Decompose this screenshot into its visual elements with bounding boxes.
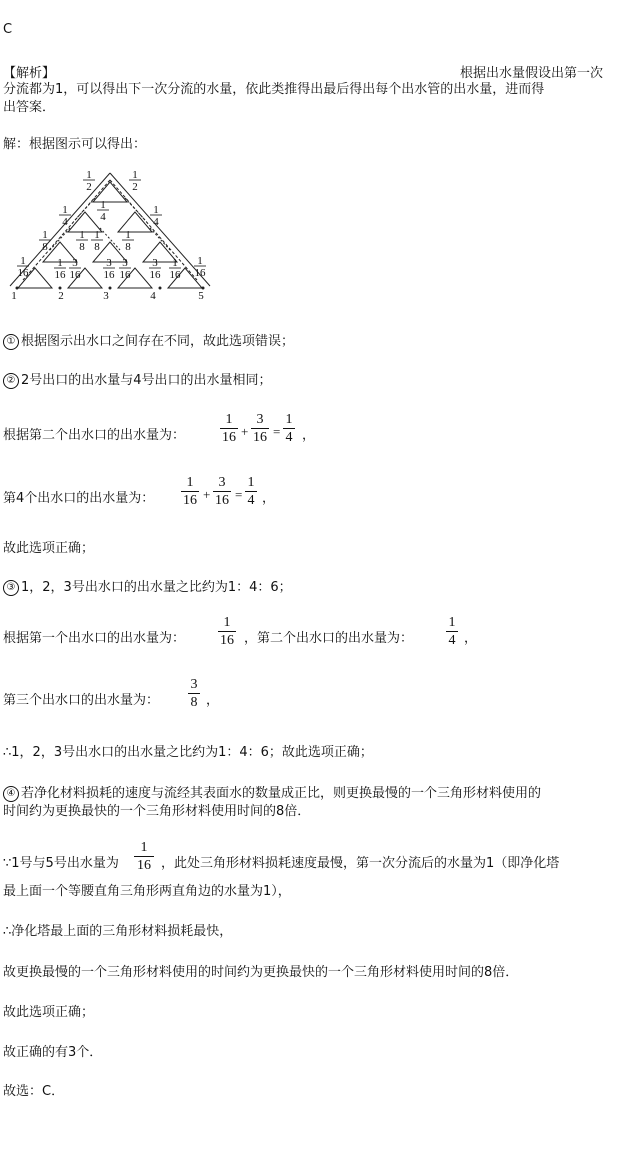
outlet-label-1: 1 [11,290,17,302]
item-1-mark: ① [3,334,19,350]
diagram-fraction-denominator: 16 [103,269,115,281]
outlet-dot [109,287,112,290]
item-4-mark: ④ [3,786,19,802]
diagram-fraction-denominator: 8 [125,241,131,253]
diagram-fraction-label [119,257,131,281]
eq4-frac: 3 8 [188,677,200,710]
outlet-label-5: 5 [198,290,204,302]
eq1-op: + [241,424,249,439]
diagram-fraction-label [149,257,161,281]
diagram-fraction-label [194,255,206,279]
diagram-fraction-denominator: 16 [194,267,206,279]
answer-letter: C [3,22,13,37]
eq3-frac2: 1 4 [446,615,458,648]
diagram-fraction-denominator: 16 [119,269,131,281]
diagram-fraction-label [54,257,66,281]
diagram-fraction-numerator: 1 [172,257,178,269]
diagram-fraction-numerator: 1 [197,255,203,267]
purifier-tower-diagram [5,168,215,308]
diagram-fraction-denominator: 16 [149,269,161,281]
item-3-text: 1，2，3号出水口的出水量之比约为1：4：6； [21,580,292,595]
eq1-eq: = [273,424,281,439]
diagram-fraction-numerator: 1 [79,229,85,241]
diagram-fraction-numerator: 1 [62,204,68,216]
item-3 [3,576,292,596]
eq1-tail: ， [302,428,316,443]
diagram-fraction-numerator: 1 [94,229,100,241]
eq1-frac-b: 3 16 [253,412,267,445]
diagram-fraction-denominator: 2 [132,181,138,193]
diagram-fraction-label [150,204,162,228]
diagram-fraction-label [91,229,103,253]
item-4-line2: 时间约为更换最快的一个三角形材料使用时间的8倍． [3,804,311,819]
eq2-frac-r: 1 4 [245,475,257,508]
diagram-fraction-label [103,257,115,281]
analysis-line1: 根据出水量假设出第一次 [460,66,604,81]
item-4-conclusion: 故此选项正确； [3,1005,95,1020]
diagram-fraction-numerator: 1 [20,255,26,267]
diagram-fraction-denominator: 16 [169,269,181,281]
analysis-line2: 分流都为1，可以得出下一次分流的水量，依此类推得出最后得出每个出水管的出水量，进而得 [3,82,545,97]
eq3-tail: ， [464,631,478,646]
outlet-label-2: 2 [58,290,64,302]
eq2-frac-b: 3 16 [215,475,229,508]
because-line1-tail: ，此处三角形材料损耗速度最慢，第一次分流后的水量为1（即净化塔 [161,856,560,871]
final-answer: 故选：C． [3,1084,65,1099]
eq2-eq: = [235,487,243,502]
diagram-fraction-denominator: 16 [69,269,81,281]
item-2-mark: ② [3,373,19,389]
therefore-1: ∴净化塔最上面的三角形材料损耗最快， [3,924,233,939]
diagram-fraction-numerator: 1 [57,257,63,269]
item-3-conclusion: ∴1，2，3号出水口的出水量之比约为1：4：6；故此选项正确； [3,745,373,760]
outlet-label-4: 4 [150,290,156,302]
eq1-prefix: 根据第二个出水口的出水量为： [3,428,186,443]
diagram-fraction-numerator: 1 [153,204,159,216]
eq2-op: + [203,487,211,502]
diagram-fraction-numerator: 3 [152,257,158,269]
diagram-fraction-numerator: 1 [125,229,131,241]
outlet-label-3: 3 [103,290,109,302]
triangle-row1 [93,182,127,202]
dashed-connector [100,228,120,250]
diagram-fraction-label [129,169,141,193]
diagram-fraction-denominator: 16 [17,267,29,279]
eq2-frac-a: 1 16 [183,475,197,508]
diagram-fraction-label [83,169,95,193]
therefore-2: 故更换最慢的一个三角形材料使用的时间约为更换最快的一个三角形材料使用时间的8倍． [3,965,519,980]
diagram-fraction-denominator: 8 [94,241,100,253]
eq1-frac-a: 1 16 [222,412,236,445]
dashed-connector [50,228,70,250]
eq4-tail: ， [206,693,220,708]
diagram-fraction-denominator: 4 [100,211,106,223]
eq3-frac: 1 16 [220,615,234,648]
item-1-text: 根据图示出水口之间存在不同，故此选项错误； [21,334,295,349]
eq4-prefix: 第三个出水口的出水量为： [3,693,160,708]
diagram-fraction-denominator: 2 [86,181,92,193]
diagram-fraction-label [69,257,81,281]
outlet-dot [159,287,162,290]
analysis-title: 【解析】 [3,66,56,81]
solution-intro: 解：根据图示可以得出： [3,137,147,152]
diagram-fraction-numerator: 3 [72,257,78,269]
because-prefix: ∵1号与5号出水量为 [3,856,119,871]
diagram-fraction-denominator: 8 [42,241,48,253]
analysis-line3: 出答案． [3,100,56,115]
diagram-fraction-numerator: 1 [86,169,92,181]
item-4 [3,782,541,802]
item-2-text: 2号出口的出水量与4号出口的出水量相同； [21,373,272,388]
eq3-prefix: 根据第一个出水口的出水量为： [3,631,186,646]
diagram-fraction-numerator: 3 [122,257,128,269]
because-line2: 最上面一个等腰直角三角形两直角边的水量为1）， [3,884,291,899]
diagram-fraction-label [169,257,181,281]
item-2-conclusion: 故此选项正确； [3,541,95,556]
item-2 [3,369,272,389]
diagram-fraction-label [59,204,71,228]
diagram-fraction-numerator: 3 [106,257,112,269]
eq2-tail: ， [262,491,276,506]
eq2-prefix: 第4个出水口的出水量为： [3,491,155,506]
diagram-fraction-label [122,229,134,253]
diagram-fraction-numerator: 1 [100,199,106,211]
dashed-connector [150,228,170,250]
item-4-line1: 若净化材料损耗的速度与流经其表面水的数量成正比，则更换最慢的一个三角形材料使用的 [21,786,542,801]
item-3-mark: ③ [3,580,19,596]
diagram-fraction-label [76,229,88,253]
item-1 [3,330,294,350]
eq3-mid: ，第二个出水口的出水量为： [244,631,414,646]
count-conclusion: 故正确的有3个． [3,1045,103,1060]
eq1-frac-r: 1 4 [283,412,295,445]
because-frac: 1 16 [134,840,154,873]
diagram-fraction-numerator: 1 [42,229,48,241]
diagram-fraction-denominator: 8 [79,241,85,253]
diagram-fraction-denominator: 16 [54,269,66,281]
diagram-fraction-label [17,255,29,279]
diagram-fraction-numerator: 1 [132,169,138,181]
diagram-fraction-label [97,199,109,223]
diagram-fraction-denominator: 4 [62,216,68,228]
diagram-fraction-denominator: 4 [153,216,159,228]
